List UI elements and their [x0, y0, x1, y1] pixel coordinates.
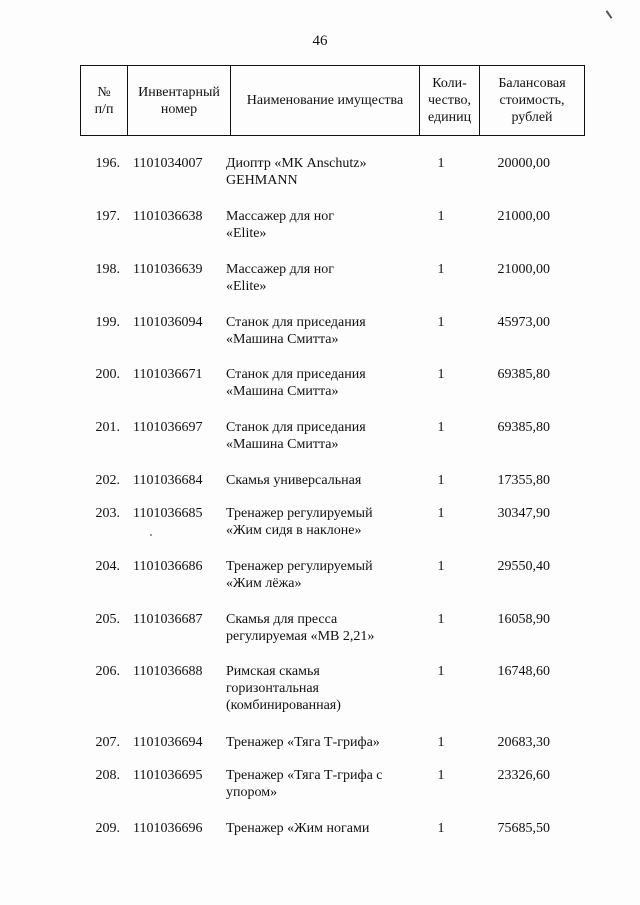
row-number: 200.: [95, 367, 120, 382]
inventory-number: 1101036638: [133, 209, 203, 224]
balance-cost: 21000,00: [497, 262, 550, 277]
page-number: 46: [312, 33, 328, 49]
inventory-number: 1101036694: [133, 735, 203, 750]
inventory-number: 1101036687: [133, 612, 203, 627]
item-name: Скамья для пресса регулируемая «МВ 2,21»: [226, 612, 375, 644]
balance-cost: 16058,90: [497, 612, 550, 627]
inventory-number: 1101036686: [133, 559, 203, 574]
quantity: 1: [437, 315, 445, 330]
item-name: Станок для приседания «Машина Смитта»: [226, 315, 366, 347]
row-number: 197.: [95, 209, 120, 224]
scan-dot: [150, 534, 152, 536]
header-quantity: [420, 66, 480, 136]
inventory-number: 1101036695: [133, 768, 203, 783]
item-name: Тренажер «Тяга Т-грифа»: [226, 735, 380, 750]
balance-cost: 30347,90: [497, 506, 550, 521]
row-number: 204.: [95, 559, 120, 574]
header-inventory-label: Инвентарный номер: [138, 84, 220, 117]
balance-cost: 17355,80: [497, 473, 550, 488]
row-number: 208.: [95, 768, 120, 783]
balance-cost: 20000,00: [497, 156, 550, 171]
quantity: 1: [437, 473, 445, 488]
quantity: 1: [437, 420, 445, 435]
balance-cost: 16748,60: [497, 664, 550, 679]
balance-cost: 20683,30: [497, 735, 550, 750]
inventory-number: 1101036697: [133, 420, 203, 435]
item-name: Тренажер регулируемый «Жим сидя в наклоне»: [226, 506, 373, 538]
item-name: Диоптр «МК Anschutz» GEHMANN: [226, 156, 367, 188]
quantity: 1: [437, 209, 445, 224]
quantity: 1: [437, 735, 445, 750]
item-name: Станок для приседания «Машина Смитта»: [226, 420, 366, 452]
scan-mark: [606, 10, 613, 19]
table-header: [80, 65, 585, 136]
quantity: 1: [437, 612, 445, 627]
balance-cost: 45973,00: [497, 315, 550, 330]
header-quantity-label: Коли- чество, единиц: [427, 76, 472, 125]
row-number: 198.: [95, 262, 120, 277]
item-name: Тренажер регулируемый «Жим лёжа»: [226, 559, 373, 591]
balance-cost: 29550,40: [497, 559, 550, 574]
row-number: 206.: [95, 664, 120, 679]
item-name: Скамья универсальная: [226, 473, 362, 488]
header-number-label: № п/п: [94, 84, 114, 117]
inventory-number: 1101036684: [133, 473, 203, 488]
quantity: 1: [437, 559, 445, 574]
row-number: 196.: [95, 156, 120, 171]
inventory-number: 1101034007: [133, 156, 203, 171]
row-number: 209.: [95, 821, 120, 836]
row-number: 199.: [95, 315, 120, 330]
row-number: 203.: [95, 506, 120, 521]
row-number: 202.: [95, 473, 120, 488]
inventory-number: 1101036639: [133, 262, 203, 277]
balance-cost: 23326,60: [497, 768, 550, 783]
item-name: Тренажер «Жим ногами: [226, 821, 370, 836]
row-number: 201.: [95, 420, 120, 435]
balance-cost: 21000,00: [497, 209, 550, 224]
inventory-number: 1101036688: [133, 664, 203, 679]
header-cost: [480, 66, 585, 136]
inventory-number: 1101036671: [133, 367, 203, 382]
item-name: Массажер для ног «Elite»: [226, 209, 334, 241]
inventory-number: 1101036094: [133, 315, 203, 330]
item-name: Тренажер «Тяга Т-грифа с упором»: [226, 768, 383, 800]
inventory-number: 1101036685: [133, 506, 203, 521]
header-inventory: [128, 66, 231, 136]
item-name: Массажер для ног «Elite»: [226, 262, 334, 294]
quantity: 1: [437, 821, 445, 836]
balance-cost: 75685,50: [497, 821, 550, 836]
balance-cost: 69385,80: [497, 420, 550, 435]
item-name: Станок для приседания «Машина Смитта»: [226, 367, 366, 399]
quantity: 1: [437, 664, 445, 679]
row-number: 205.: [95, 612, 120, 627]
quantity: 1: [437, 156, 445, 171]
header-name-label: Наименование имущества: [246, 93, 404, 108]
balance-cost: 69385,80: [497, 367, 550, 382]
quantity: 1: [437, 262, 445, 277]
quantity: 1: [437, 367, 445, 382]
header-number: [81, 66, 128, 136]
inventory-number: 1101036696: [133, 821, 203, 836]
row-number: 207.: [95, 735, 120, 750]
header-cost-label: Балансовая стоимость, рублей: [498, 76, 566, 125]
item-name: Римская скамья горизонтальная (комбинированная): [226, 664, 341, 713]
quantity: 1: [437, 768, 445, 783]
quantity: 1: [437, 506, 445, 521]
header-name: [231, 66, 420, 136]
